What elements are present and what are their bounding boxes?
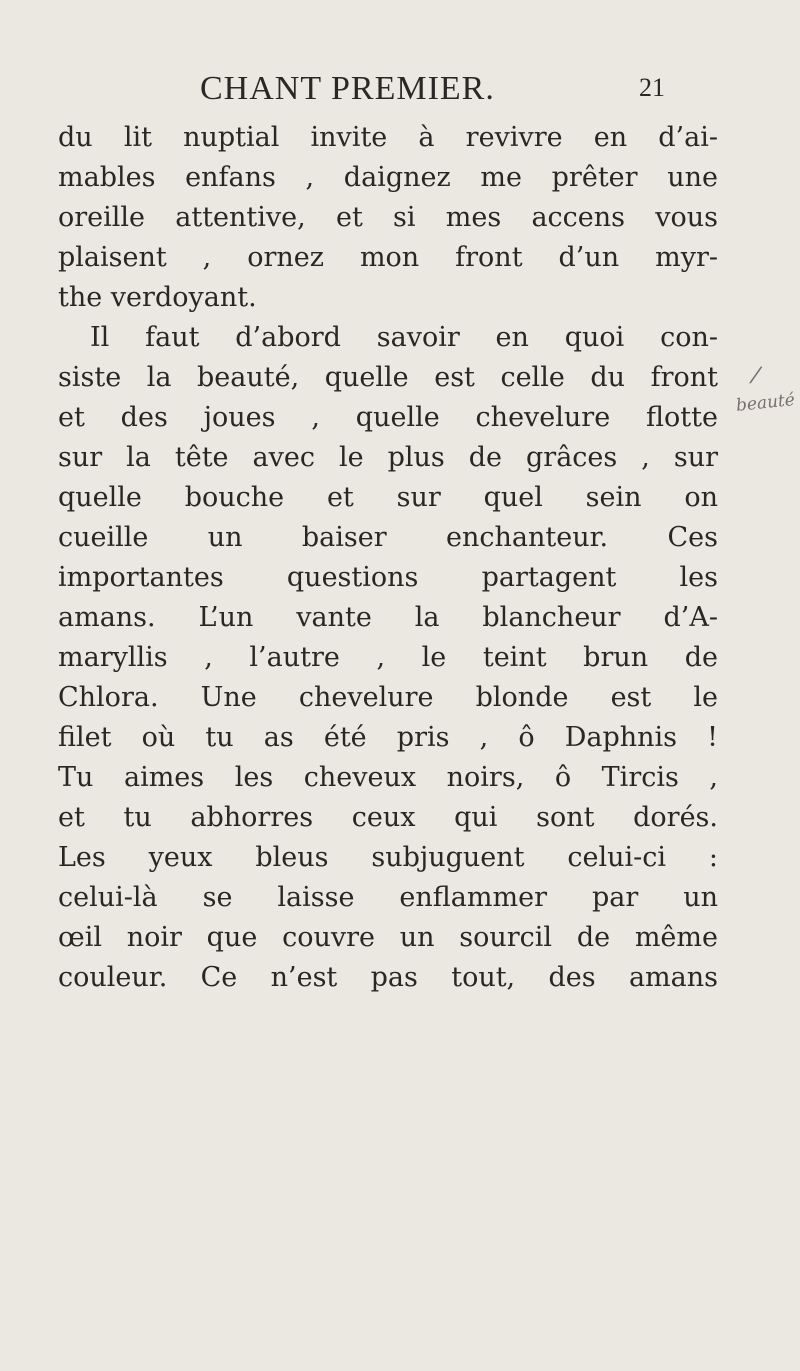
text-line: quelle bouche et sur quel sein on — [58, 482, 718, 513]
margin-slash-mark: / — [750, 362, 762, 389]
text-line: et tu abhorres ceux qui sont dorés. — [58, 802, 718, 833]
text-line: maryllis , l’autre , le teint brun de — [58, 642, 718, 673]
text-line: celui-là se laisse enflammer par un — [58, 882, 718, 913]
text-line: couleur. Ce n’est pas tout, des amans — [58, 962, 718, 993]
text-line: mables enfans , daignez me prêter une — [58, 162, 718, 193]
running-head: CHANT PREMIER. — [200, 70, 495, 107]
body-text — [58, 118, 718, 998]
text-line: amans. L’un vante la blancheur d’A- — [58, 602, 718, 633]
text-line: Il faut d’abord savoir en quoi con- — [90, 322, 718, 353]
text-line: Les yeux bleus subjuguent celui-ci : — [58, 842, 718, 873]
text-line: plaisent , ornez mon front d’un myr- — [58, 242, 718, 273]
text-line: Tu aimes les cheveux noirs, ô Tircis , — [58, 762, 718, 793]
text-line: œil noir que couvre un sourcil de même — [58, 922, 718, 953]
margin-handwritten-note: beauté — [735, 389, 796, 417]
text-line: sur la tête avec le plus de grâces , sur — [58, 442, 718, 473]
text-line: du lit nuptial invite à revivre en d’ai- — [58, 122, 718, 153]
text-line: filet où tu as été pris , ô Daphnis ! — [58, 722, 718, 753]
page-number: 21 — [639, 73, 665, 102]
text-line: oreille attentive, et si mes accens vous — [58, 202, 718, 233]
text-line: siste la beauté, quelle est celle du front — [58, 362, 718, 393]
text-line: the verdoyant. — [58, 282, 257, 313]
text-line: Chlora. Une chevelure blonde est le — [58, 682, 718, 713]
text-line: cueille un baiser enchanteur. Ces — [58, 522, 718, 553]
text-line: importantes questions partagent les — [58, 562, 718, 593]
text-line: et des joues , quelle chevelure flotte — [58, 402, 718, 433]
